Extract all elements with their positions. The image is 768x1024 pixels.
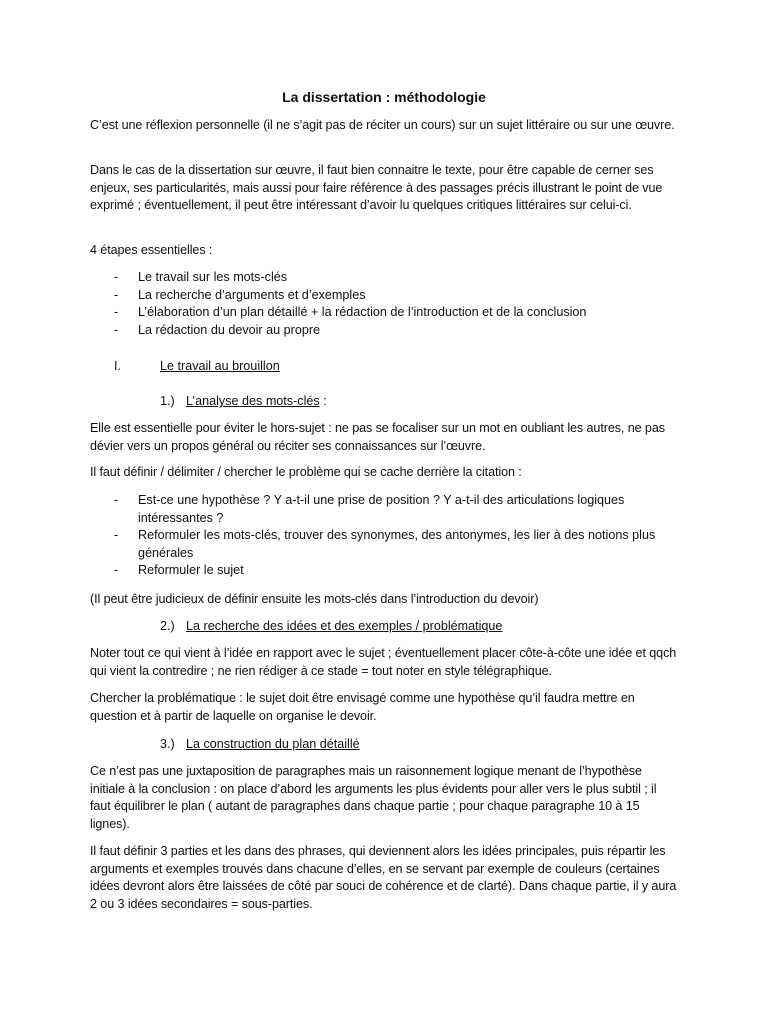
section-number: I. [114,359,121,373]
subheading-keywords: 1.) L’analyse des mots-clés : [160,393,327,411]
keywords-paragraph: Elle est essentielle pour éviter le hors-sujet : ne pas se focaliser sur un mot en oubliant les autres, ne pas dévier vers un propos général ou réciter ses connaissances sur l’œuvre. [90,421,665,453]
subheading-title: La recherche des idées et des exemples / problématique [186,619,503,633]
plan-paragraph-2: Il faut définir 3 parties et les dans des phrases, qui deviennent alors les idées principales, puis répartir les arguments et exemples trouvés dans chacune d’elles, en se servant par exemple de couleurs (certaines idées devront alors être laissées de côté par souci de cohérence et de clarté). Dans chaque partie, il y aura 2 ou 3 idées secondaires = sous-parties. [90,844,677,911]
bullet-marker: - [114,322,119,337]
steps-intro: 4 étapes essentielles : [90,243,213,257]
list-item: - Reformuler les mots-clés, trouver des synonymes, des antonymes, les lier à des notions plus générales [114,528,656,560]
subheading-ideas [160,618,502,636]
ideas-paragraph-2: Chercher la problématique : le sujet doit être envisagé comme une hypothèse qu’il faudra mettre en question et à partir de laquelle on organise le devoir. [90,691,635,723]
steps-list [114,269,684,339]
bullet-marker: - [114,270,119,284]
bullet-marker: - [114,287,119,302]
subheading-title: L’analyse des mots-clés [186,394,320,408]
oeuvre-paragraph: Dans le cas de la dissertation sur œuvre, il faut bien connaitre le texte, pour être capable de cerner ses enjeux, ses particularités, mais aussi pour faire référence à des passages précis illustrant le point de vue exprimé ; éventuellement, il peut être intéressant d’avoir lu quelques critiques littéraires sur celui-ci. [90,163,663,212]
plan-paragraph-1: Ce n’est pas une juxtaposition de paragraphes mais un raisonnement logique menant de l’hypothèse initiale à la conclusion : on place d’abord les arguments les plus évidents pour aller vers le plus subtil ; il faut équilibrer le plan ( autant de paragraphes dans chaque partie ; pour chaque paragraphe 10 à 15 lignes). [90,764,657,831]
subheading-number: 3.) [160,737,175,751]
list-item: - Le travail sur les mots-clés [114,269,684,287]
bullet-marker: - [114,528,119,542]
bullet-marker: - [114,493,119,507]
bullet-marker: - [114,305,119,319]
list-item: - Est-ce une hypothèse ? Y a-t-il une prise de position ? Y a-t-il des articulations logiques intéressantes ? [114,493,625,525]
ideas-paragraph-1: Noter tout ce qui vient à l’idée en rapport avec le sujet ; éventuellement placer côte-à-côte une idée et qqch qui vient la contredire ; ne rien rédiger à ce stade = tout noter en style télégraphique. [90,646,677,678]
subheading-plan [160,736,360,754]
section-title: Le travail au brouillon [160,359,280,373]
note-paragraph: (Il peut être judicieux de définir ensuite les mots-clés dans l’introduction du devoir) [90,592,539,606]
subheading-number: 1.) [160,394,175,408]
document-title: La dissertation : méthodologie [282,89,486,105]
bullet-marker: - [114,563,119,577]
list-item: - La rédaction du devoir au propre [114,322,684,340]
intro-paragraph: C’est une réflexion personnelle (il ne s’agit pas de réciter un cours) sur un sujet littéraire ou sur une œuvre. [90,118,675,132]
keywords-bullets [114,492,684,580]
subheading-number: 2.) [160,619,175,633]
define-paragraph: Il faut définir / délimiter / chercher le problème qui se cache derrière la citation : [90,465,522,479]
list-item: - La recherche d’arguments et d’exemples [114,287,684,305]
list-item: - L’élaboration d’un plan détaillé + la rédaction de l’introduction et de la conclusion [114,304,684,322]
list-item: - Reformuler le sujet [114,562,684,580]
subheading-title: La construction du plan détaillé [186,737,360,751]
